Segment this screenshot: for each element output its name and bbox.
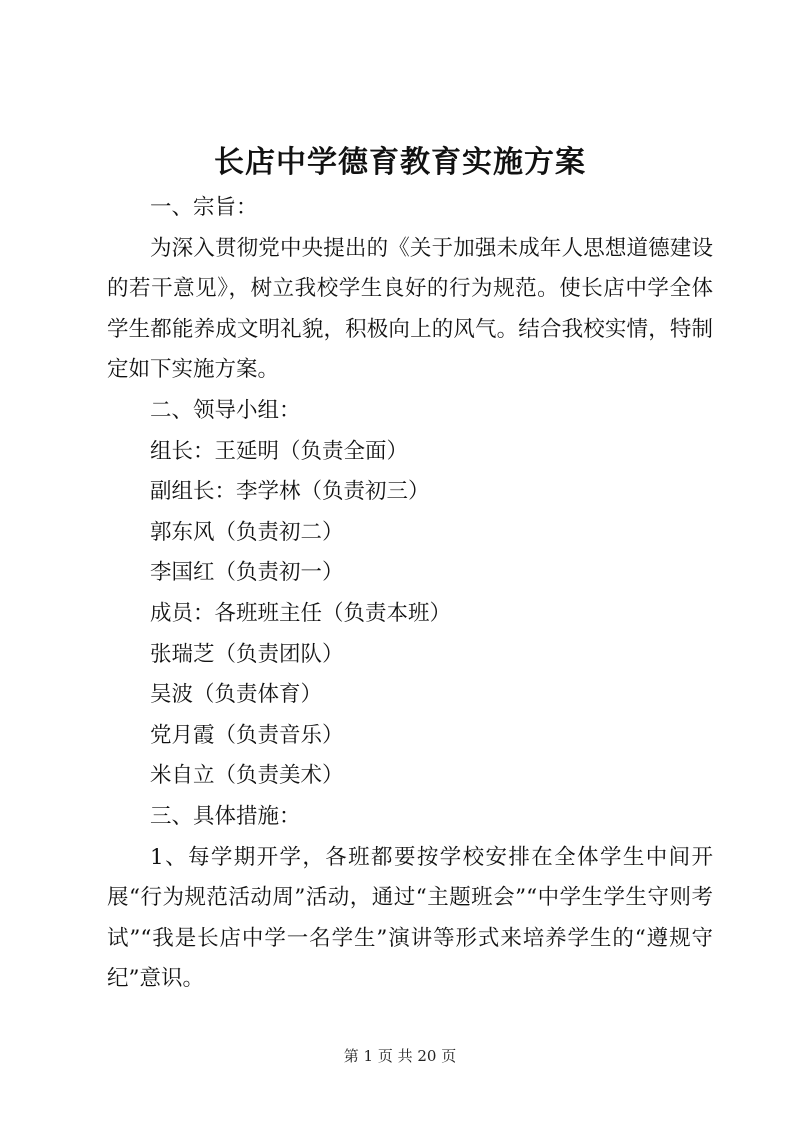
member-line: 米自立（负责美术） xyxy=(150,763,344,789)
document-body xyxy=(107,188,713,1000)
section-heading-leadership: 二、领导小组： xyxy=(150,397,301,423)
section-heading-measures: 三、具体措施： xyxy=(150,803,301,829)
paragraph-purpose: 为深入贯彻党中央提出的《关于加强未成年人思想道德建设的若干意见》，树立我校学生良好的行为规范。使长店中学全体学生都能养成文明礼貌，积极向上的风气。结合我校实情，特制定如下实施方案。 xyxy=(107,235,713,383)
leader-line: 李国红（负责初一） xyxy=(150,560,344,586)
document-title: 长店中学德育教育实施方案 xyxy=(214,145,586,180)
page-number-footer: 第 1 页 共 20 页 xyxy=(343,1047,457,1065)
leader-line: 副组长：李学林（负责初三） xyxy=(150,479,430,505)
section-heading-purpose: 一、宗旨： xyxy=(150,195,258,220)
leader-line: 组长：王延明（负责全面） xyxy=(150,438,409,464)
member-line: 吴波（负责体育） xyxy=(150,682,323,708)
member-line: 党月霞（负责音乐） xyxy=(150,722,344,748)
leader-line: 郭东风（负责初二） xyxy=(150,519,344,545)
member-line: 成员：各班班主任（负责本班） xyxy=(150,600,452,626)
member-line: 张瑞芝（负责团队） xyxy=(150,641,344,667)
paragraph-measure-1: 1、每学期开学，各班都要按学校安排在全体学生中间开展“行为规范活动周”活动，通过“主题班会”“中学生学生守则考试”“我是长店中学一名学生”演讲等形式来培养学生的“遵规守纪”意识。 xyxy=(107,844,713,992)
